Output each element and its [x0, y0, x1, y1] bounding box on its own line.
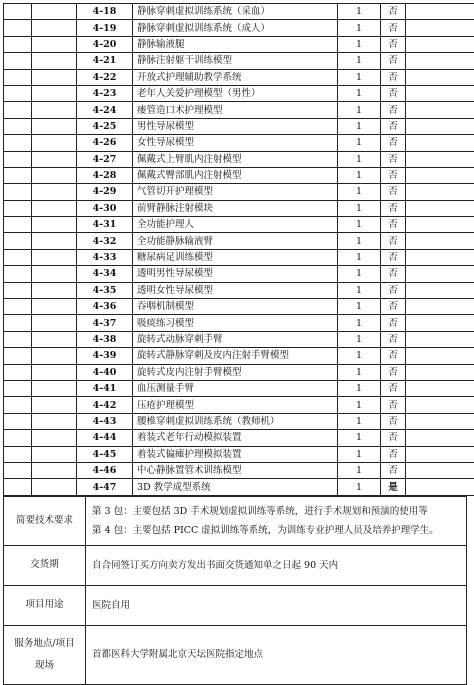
item-imported-cell: 否: [381, 135, 406, 151]
item-code-cell: 4-42: [77, 397, 133, 413]
item-quantity-cell: 1: [338, 233, 381, 249]
item-name-cell: 全功能静脉输液臂: [133, 233, 338, 249]
row-blank-cell-a: [4, 167, 32, 183]
item-imported-cell: 否: [381, 249, 406, 265]
item-quantity-cell: 1: [338, 348, 381, 364]
row-blank-cell-b: [32, 85, 77, 101]
delivery-label: 交货期: [4, 545, 86, 585]
item-code-cell: 4-21: [77, 53, 133, 69]
item-quantity-cell: 1: [338, 430, 381, 446]
row-blank-cell-c: [406, 348, 474, 364]
item-quantity-cell: 1: [338, 315, 381, 331]
item-imported-cell: 否: [381, 446, 406, 462]
item-quantity-cell: 1: [338, 167, 381, 183]
item-name-cell: 开放式护理辅助教学系统: [133, 69, 338, 85]
purpose-label: 项目用途: [4, 585, 86, 625]
item-imported-cell: 否: [381, 348, 406, 364]
procurement-table: [3, 3, 467, 685]
item-imported-cell: 否: [381, 380, 406, 396]
item-quantity-cell: 1: [338, 266, 381, 282]
item-name-cell: 旋转式静脉穿刺及皮内注射手臂模型: [133, 348, 338, 364]
item-name-cell: 吞咽机制模型: [133, 299, 338, 315]
item-imported-cell: 否: [381, 167, 406, 183]
location-label: [4, 625, 86, 684]
item-imported-cell: 否: [381, 102, 406, 118]
item-code-cell: 4-41: [77, 380, 133, 396]
table-row: [4, 380, 474, 396]
row-blank-cell-a: [4, 364, 32, 380]
item-quantity-cell: 1: [338, 282, 381, 298]
item-imported-cell: 否: [381, 4, 406, 20]
row-blank-cell-c: [406, 69, 474, 85]
item-name-cell: 女性导尿模型: [133, 135, 338, 151]
row-blank-cell-c: [406, 118, 474, 134]
row-blank-cell-c: [406, 380, 474, 396]
row-blank-cell-a: [4, 462, 32, 478]
row-blank-cell-b: [32, 217, 77, 233]
item-name-cell: 气管切开护理模型: [133, 184, 338, 200]
tech-requirements-label: 简要技术要求: [4, 496, 86, 545]
item-quantity-cell: 1: [338, 184, 381, 200]
row-blank-cell-a: [4, 233, 32, 249]
item-code-cell: 4-27: [77, 151, 133, 167]
item-imported-cell: 否: [381, 184, 406, 200]
item-code-cell: 4-39: [77, 348, 133, 364]
table-row: [4, 85, 474, 101]
item-name-cell: 瘘管造口术护理模型: [133, 102, 338, 118]
row-blank-cell-b: [32, 36, 77, 52]
item-code-cell: 4-47: [77, 479, 133, 495]
item-quantity-cell: 1: [338, 413, 381, 429]
item-name-cell: 前臂静脉注射模块: [133, 200, 338, 216]
row-blank-cell-c: [406, 249, 474, 265]
row-blank-cell-c: [406, 53, 474, 69]
row-blank-cell-a: [4, 446, 32, 462]
row-blank-cell-c: [406, 364, 474, 380]
table-row: [4, 36, 474, 52]
table-row: [4, 315, 474, 331]
location-label-line-2: 现场: [4, 659, 85, 673]
row-blank-cell-c: [406, 20, 474, 36]
row-blank-cell-b: [32, 315, 77, 331]
item-imported-cell: 否: [381, 299, 406, 315]
item-code-cell: 4-32: [77, 233, 133, 249]
row-blank-cell-b: [32, 282, 77, 298]
item-code-cell: 4-33: [77, 249, 133, 265]
row-blank-cell-a: [4, 85, 32, 101]
row-blank-cell-b: [32, 430, 77, 446]
row-blank-cell-c: [406, 397, 474, 413]
purpose-value: 医院自用: [86, 585, 467, 625]
row-blank-cell-c: [406, 233, 474, 249]
item-name-cell: 佩戴式臀部肌内注射模型: [133, 167, 338, 183]
row-blank-cell-b: [32, 135, 77, 151]
row-blank-cell-b: [32, 348, 77, 364]
row-blank-cell-a: [4, 479, 32, 495]
item-imported-cell: 否: [381, 331, 406, 347]
item-imported-cell: 否: [381, 315, 406, 331]
row-blank-cell-c: [406, 479, 474, 495]
row-blank-cell-a: [4, 249, 32, 265]
item-code-cell: 4-40: [77, 364, 133, 380]
table-row: [4, 184, 474, 200]
item-quantity-cell: 1: [338, 4, 381, 20]
table-row: [4, 102, 474, 118]
item-code-cell: 4-18: [77, 4, 133, 20]
item-quantity-cell: 1: [338, 397, 381, 413]
row-blank-cell-c: [406, 266, 474, 282]
table-row: [4, 266, 474, 282]
row-blank-cell-c: [406, 151, 474, 167]
item-imported-cell: 否: [381, 69, 406, 85]
item-imported-cell: 否: [381, 413, 406, 429]
row-blank-cell-a: [4, 36, 32, 52]
table-row: [4, 4, 474, 20]
item-name-cell: 静脉穿刺虚拟训练系统（成人）: [133, 20, 338, 36]
item-name-cell: 3D 教学成型系统: [133, 479, 338, 495]
item-quantity-cell: 1: [338, 20, 381, 36]
item-name-cell: 腰椎穿刺虚拟训练系统（教师机）: [133, 413, 338, 429]
tech-requirements-value: [86, 496, 467, 545]
item-code-cell: 4-36: [77, 299, 133, 315]
item-name-cell: 血压测量手臂: [133, 380, 338, 396]
items-table: [3, 3, 474, 496]
row-blank-cell-b: [32, 462, 77, 478]
item-name-cell: 男性导尿模型: [133, 118, 338, 134]
item-imported-cell: 否: [381, 266, 406, 282]
item-name-cell: 中心静脉置管术训练模型: [133, 462, 338, 478]
delivery-row: [4, 545, 467, 585]
item-code-cell: 4-20: [77, 36, 133, 52]
row-blank-cell-b: [32, 53, 77, 69]
item-name-cell: 老年人关爱护理模型（男性）: [133, 85, 338, 101]
item-code-cell: 4-19: [77, 20, 133, 36]
requirements-table: [3, 496, 467, 685]
table-row: [4, 135, 474, 151]
row-blank-cell-a: [4, 200, 32, 216]
table-row: [4, 299, 474, 315]
item-quantity-cell: 1: [338, 69, 381, 85]
item-name-cell: 旋转式皮内注射手臂模型: [133, 364, 338, 380]
item-quantity-cell: 1: [338, 53, 381, 69]
row-blank-cell-a: [4, 413, 32, 429]
table-row: [4, 364, 474, 380]
item-name-cell: 透明男性导尿模型: [133, 266, 338, 282]
row-blank-cell-a: [4, 184, 32, 200]
item-imported-cell: 否: [381, 282, 406, 298]
item-name-cell: 着装式老年行动模拟装置: [133, 430, 338, 446]
table-row: [4, 167, 474, 183]
row-blank-cell-c: [406, 102, 474, 118]
table-row: [4, 69, 474, 85]
item-quantity-cell: 1: [338, 200, 381, 216]
row-blank-cell-b: [32, 20, 77, 36]
row-blank-cell-c: [406, 85, 474, 101]
table-row: [4, 331, 474, 347]
item-quantity-cell: 1: [338, 299, 381, 315]
item-code-cell: 4-31: [77, 217, 133, 233]
row-blank-cell-b: [32, 200, 77, 216]
row-blank-cell-c: [406, 446, 474, 462]
row-blank-cell-a: [4, 151, 32, 167]
row-blank-cell-b: [32, 364, 77, 380]
item-quantity-cell: 1: [338, 118, 381, 134]
table-row: [4, 233, 474, 249]
table-row: [4, 430, 474, 446]
item-imported-cell: 否: [381, 118, 406, 134]
table-row: [4, 348, 474, 364]
item-name-cell: 透明女性导尿模型: [133, 282, 338, 298]
table-row: [4, 118, 474, 134]
row-blank-cell-c: [406, 200, 474, 216]
item-quantity-cell: 1: [338, 249, 381, 265]
tech-requirements-line-1: 第 3 包：主要包括 3D 手术规划虚拟训练等系统，进行手术规划和预演的使用等: [92, 502, 466, 521]
item-imported-cell: 否: [381, 151, 406, 167]
row-blank-cell-a: [4, 118, 32, 134]
item-quantity-cell: 1: [338, 380, 381, 396]
item-imported-cell: 否: [381, 462, 406, 478]
item-code-cell: 4-38: [77, 331, 133, 347]
row-blank-cell-b: [32, 233, 77, 249]
item-code-cell: 4-37: [77, 315, 133, 331]
item-imported-cell: 是: [381, 479, 406, 495]
row-blank-cell-b: [32, 479, 77, 495]
row-blank-cell-a: [4, 69, 32, 85]
row-blank-cell-c: [406, 135, 474, 151]
item-imported-cell: 否: [381, 53, 406, 69]
item-quantity-cell: 1: [338, 331, 381, 347]
item-name-cell: 佩戴式上臂肌内注射模型: [133, 151, 338, 167]
table-row: [4, 446, 474, 462]
item-imported-cell: 否: [381, 20, 406, 36]
delivery-value: 自合同签订买方向卖方发出书面交货通知单之日起 90 天内: [86, 545, 467, 585]
item-name-cell: 压疮护理模型: [133, 397, 338, 413]
item-quantity-cell: 1: [338, 462, 381, 478]
row-blank-cell-a: [4, 53, 32, 69]
row-blank-cell-b: [32, 184, 77, 200]
item-imported-cell: 否: [381, 233, 406, 249]
item-code-cell: 4-22: [77, 69, 133, 85]
item-code-cell: 4-30: [77, 200, 133, 216]
item-name-cell: 糖尿病足训练模型: [133, 249, 338, 265]
row-blank-cell-b: [32, 167, 77, 183]
row-blank-cell-a: [4, 348, 32, 364]
item-imported-cell: 否: [381, 364, 406, 380]
row-blank-cell-b: [32, 331, 77, 347]
item-imported-cell: 否: [381, 85, 406, 101]
row-blank-cell-a: [4, 397, 32, 413]
item-code-cell: 4-35: [77, 282, 133, 298]
row-blank-cell-c: [406, 167, 474, 183]
table-row: [4, 151, 474, 167]
row-blank-cell-a: [4, 4, 32, 20]
item-name-cell: 吸痰练习模型: [133, 315, 338, 331]
item-code-cell: 4-23: [77, 85, 133, 101]
row-blank-cell-a: [4, 299, 32, 315]
item-code-cell: 4-43: [77, 413, 133, 429]
row-blank-cell-b: [32, 4, 77, 20]
item-quantity-cell: 1: [338, 364, 381, 380]
table-row: [4, 282, 474, 298]
row-blank-cell-b: [32, 380, 77, 396]
item-quantity-cell: 1: [338, 36, 381, 52]
item-code-cell: 4-44: [77, 430, 133, 446]
item-code-cell: 4-25: [77, 118, 133, 134]
table-row: [4, 479, 474, 495]
row-blank-cell-b: [32, 299, 77, 315]
purpose-row: [4, 585, 467, 625]
item-code-cell: 4-34: [77, 266, 133, 282]
table-row: [4, 200, 474, 216]
row-blank-cell-a: [4, 102, 32, 118]
item-imported-cell: 否: [381, 36, 406, 52]
item-quantity-cell: 1: [338, 151, 381, 167]
item-imported-cell: 否: [381, 397, 406, 413]
row-blank-cell-a: [4, 380, 32, 396]
row-blank-cell-b: [32, 446, 77, 462]
item-imported-cell: 否: [381, 217, 406, 233]
row-blank-cell-a: [4, 282, 32, 298]
tech-requirements-line-2: 第 4 包：主要包括 PICC 虚拟训练等系统，为训练专业护理人员及培养护理学生。: [92, 521, 466, 540]
item-imported-cell: 否: [381, 200, 406, 216]
row-blank-cell-c: [406, 299, 474, 315]
item-name-cell: 静脉输液腿: [133, 36, 338, 52]
row-blank-cell-c: [406, 184, 474, 200]
item-name-cell: 静脉穿刺虚拟训练系统（采血）: [133, 4, 338, 20]
tech-requirements-row: [4, 496, 467, 545]
row-blank-cell-c: [406, 315, 474, 331]
row-blank-cell-c: [406, 462, 474, 478]
row-blank-cell-a: [4, 331, 32, 347]
table-row: [4, 397, 474, 413]
row-blank-cell-a: [4, 135, 32, 151]
item-code-cell: 4-28: [77, 167, 133, 183]
item-imported-cell: 否: [381, 430, 406, 446]
item-quantity-cell: 1: [338, 479, 381, 495]
row-blank-cell-b: [32, 69, 77, 85]
item-code-cell: 4-46: [77, 462, 133, 478]
row-blank-cell-c: [406, 36, 474, 52]
row-blank-cell-b: [32, 249, 77, 265]
row-blank-cell-b: [32, 118, 77, 134]
item-quantity-cell: 1: [338, 135, 381, 151]
table-row: [4, 53, 474, 69]
item-name-cell: 旋转式动脉穿刺手臂: [133, 331, 338, 347]
row-blank-cell-c: [406, 4, 474, 20]
table-row: [4, 413, 474, 429]
row-blank-cell-b: [32, 102, 77, 118]
table-row: [4, 249, 474, 265]
item-code-cell: 4-45: [77, 446, 133, 462]
row-blank-cell-a: [4, 315, 32, 331]
table-row: [4, 462, 474, 478]
row-blank-cell-c: [406, 430, 474, 446]
item-quantity-cell: 1: [338, 102, 381, 118]
row-blank-cell-c: [406, 217, 474, 233]
item-code-cell: 4-24: [77, 102, 133, 118]
item-name-cell: 着装式偏瘫护理模拟装置: [133, 446, 338, 462]
row-blank-cell-b: [32, 413, 77, 429]
row-blank-cell-c: [406, 282, 474, 298]
location-row: [4, 625, 467, 684]
items-table-body: [4, 4, 474, 496]
table-row: [4, 217, 474, 233]
row-blank-cell-b: [32, 397, 77, 413]
row-blank-cell-a: [4, 217, 32, 233]
table-row: [4, 20, 474, 36]
item-quantity-cell: 1: [338, 217, 381, 233]
item-code-cell: 4-29: [77, 184, 133, 200]
item-quantity-cell: 1: [338, 446, 381, 462]
row-blank-cell-a: [4, 20, 32, 36]
row-blank-cell-a: [4, 430, 32, 446]
item-name-cell: 全功能护理人: [133, 217, 338, 233]
row-blank-cell-a: [4, 266, 32, 282]
item-quantity-cell: 1: [338, 85, 381, 101]
row-blank-cell-c: [406, 331, 474, 347]
location-label-line-1: 服务地点/项目: [4, 637, 85, 651]
row-blank-cell-b: [32, 266, 77, 282]
location-value: 首都医科大学附属北京天坛医院指定地点: [86, 625, 467, 684]
row-blank-cell-c: [406, 413, 474, 429]
row-blank-cell-b: [32, 151, 77, 167]
item-name-cell: 静脉注射躯干训练模型: [133, 53, 338, 69]
item-code-cell: 4-26: [77, 135, 133, 151]
